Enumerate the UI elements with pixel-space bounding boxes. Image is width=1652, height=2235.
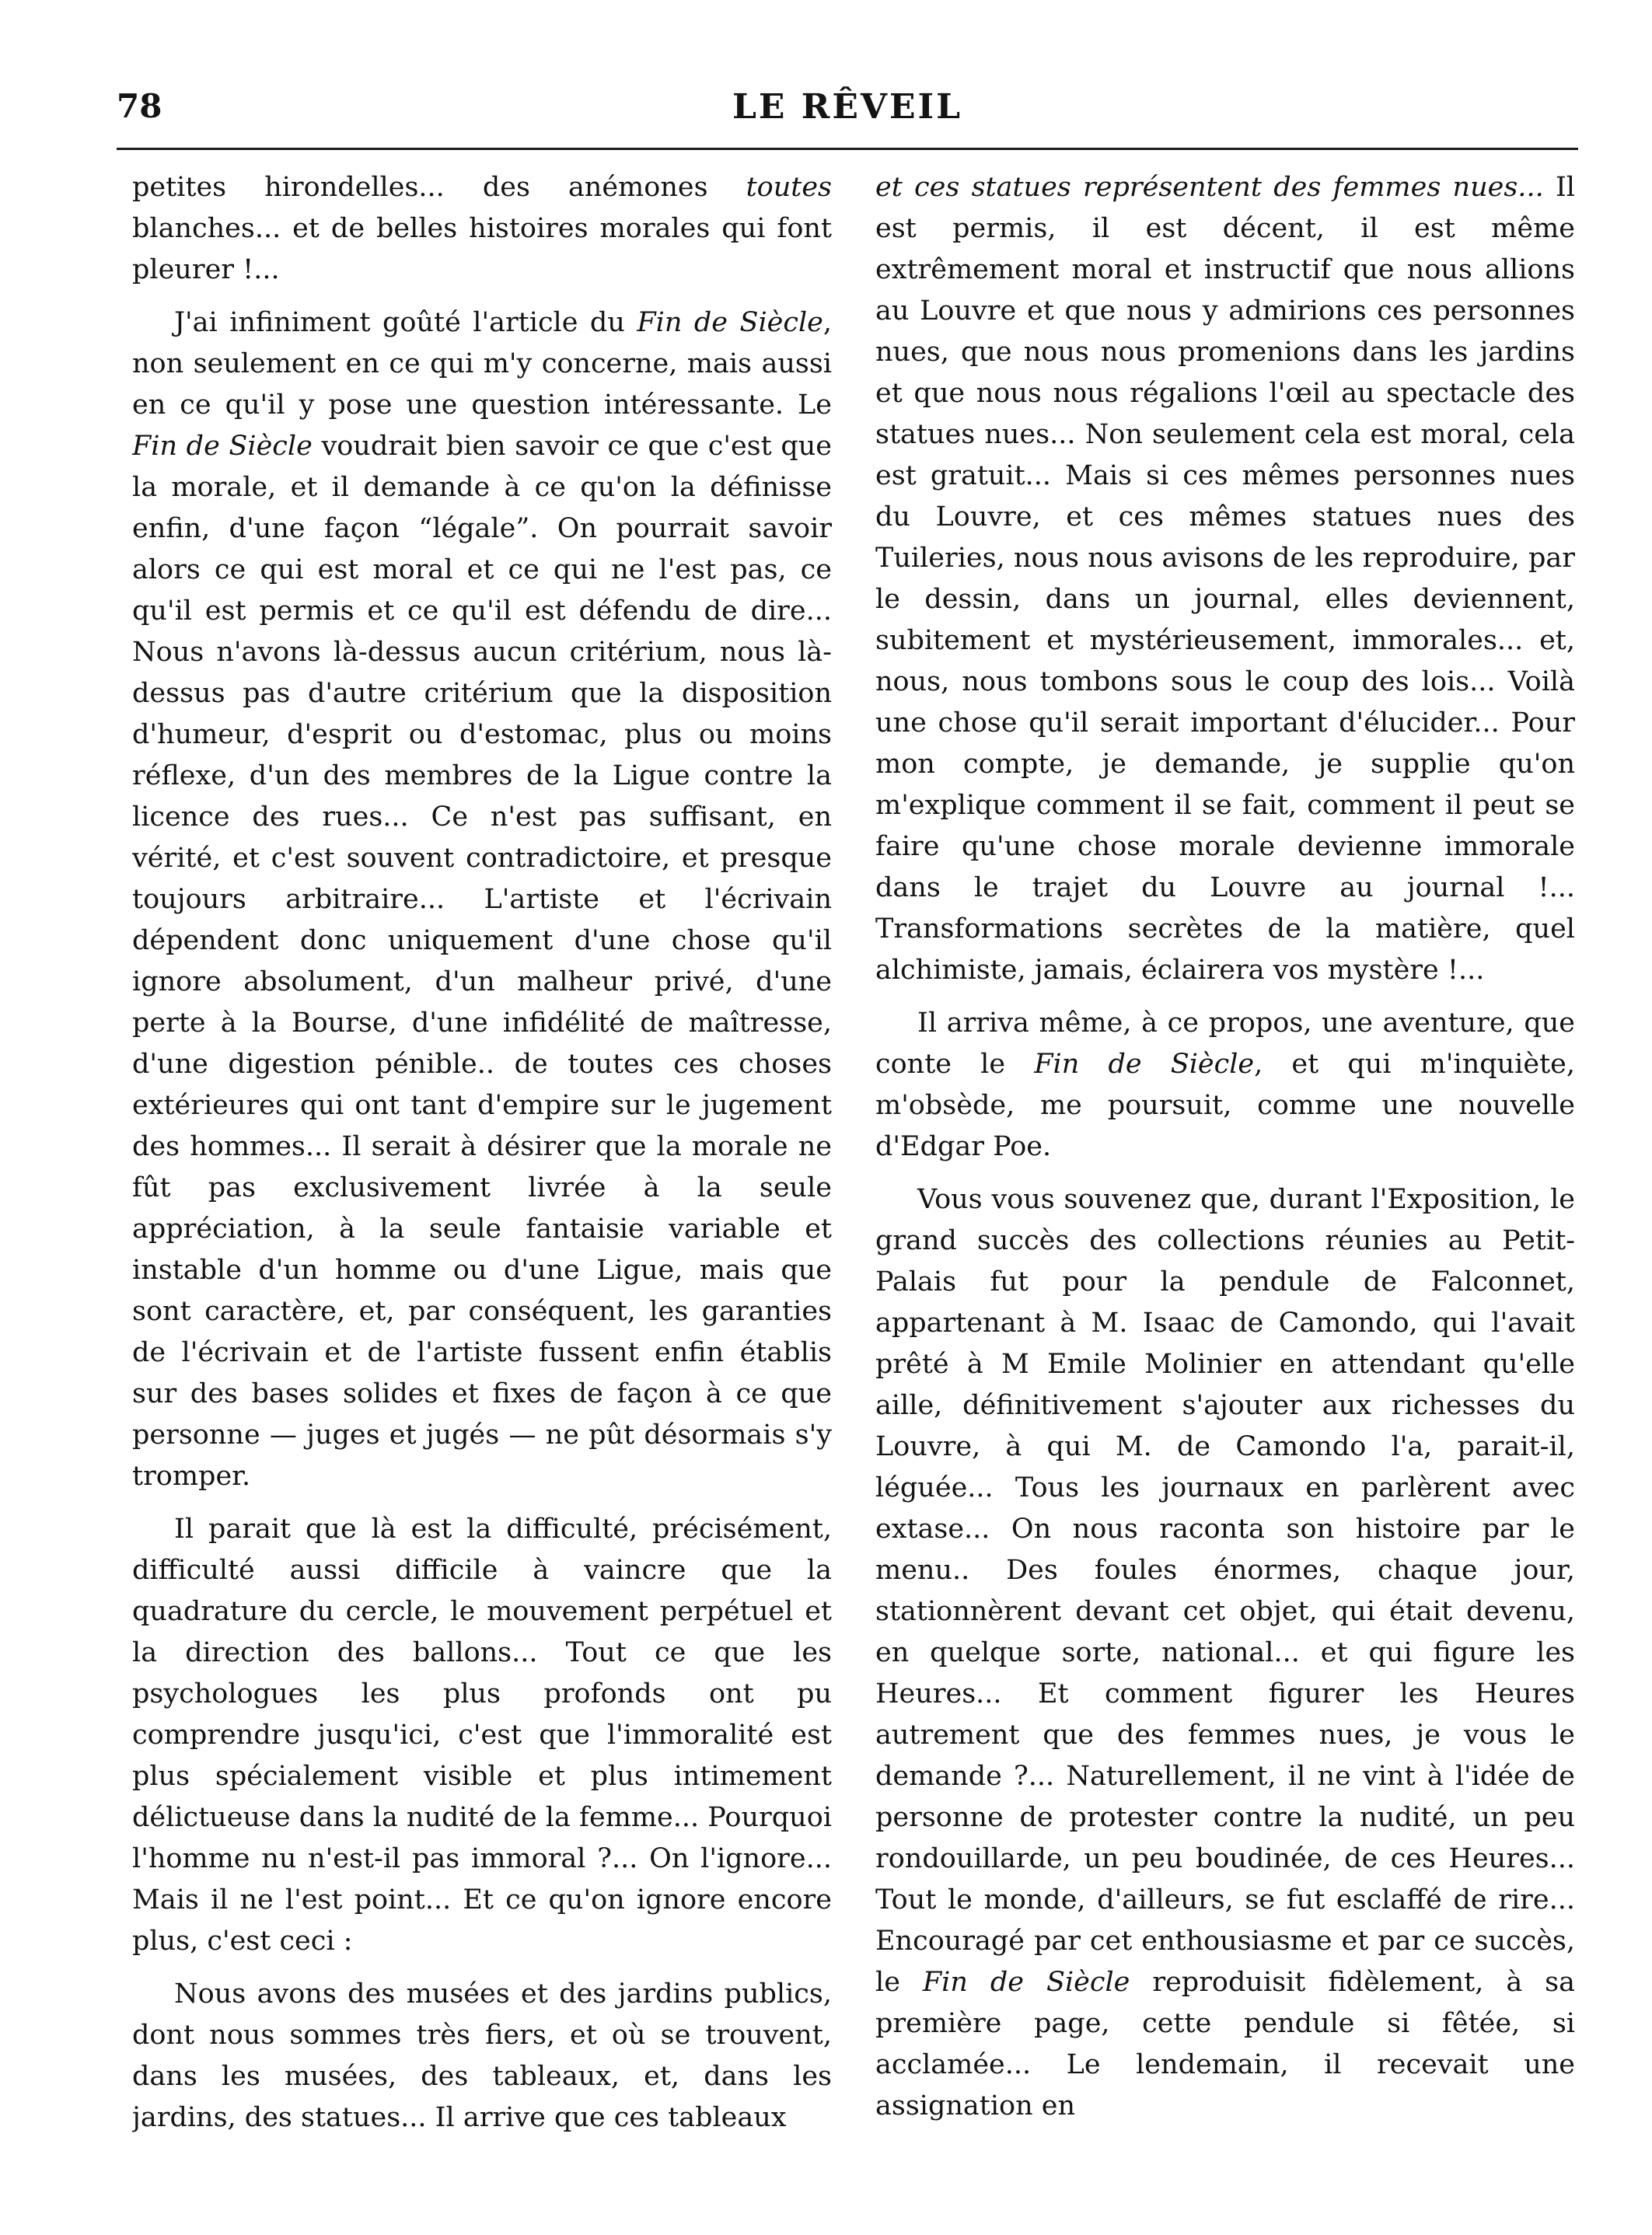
text-run: Il est permis, il est décent, il est même extrêmement moral et instructif que nous allions au Louvre et que nous y admirions ces personnes nues, que nous nous promenions dans les jardins et que nous nous régalions l'œil au spectacle des statues nues... Non seulement cela est moral, cela est gratuit... Mais si ces mêmes personnes nues du Louvre, et ces mêmes statues nues des Tuileries, nous nous avisons de les reproduire, par le dessin, dans un journal, elles deviennent, subitement et mystérieusement, immorales... et, nous, nous tombons sous le coup des lois... Voilà une chose qu'il serait important d'élucider... Pour mon compte, je demande, je supplie qu'on m'explique comment il se fait, comment il peut se faire qu'une chose morale devienne immorale dans le trajet du Louvre au journal !... Transformations secrètes de la matière, quel alchimiste, jamais, éclairera vos mystère !... <box>875 172 1575 986</box>
paragraph-7 <box>875 1179 1575 2127</box>
paragraph-6 <box>875 1003 1575 1168</box>
italic-run: toutes <box>746 172 832 203</box>
text-run: blanches... et de belles histoires morales qui font pleurer !... <box>132 213 832 285</box>
italic-run: et ces statues représentent des femmes nues... <box>875 172 1544 203</box>
text-run: voudrait bien savoir ce que c'est que la morale, et il demande à ce qu'on la définisse enfin, d'une façon “légale”. On pourrait savoir alors ce qui est moral et ce qui ne l'est pas, ce qu'il est permis et ce qu'il est défendu de dire... Nous n'avons là-dessus aucun critérium, nous là-dessus pas d'autre critérium que la disposition d'humeur, d'esprit ou d'estomac, plus ou moins réflexe, d'un des membres de la Ligue contre la licence des rues... Ce n'est pas suffisant, en vérité, et c'est souvent contradictoire, et presque toujours arbitraire... L'artiste et l'écrivain dépendent donc uniquement d'une chose qu'il ignore absolument, d'un malheur privé, d'une perte à la Bourse, d'une infidélité de maîtresse, d'une digestion pénible.. de toutes ces choses extérieures qui ont tant d'empire sur le jugement des hommes... Il serait à désirer que la morale ne fût pas exclusivement livrée à la seule appréciation, à la seule fantaisie variable et instable d'un homme ou d'une Ligue, mais que sont caractère, et, par conséquent, les garanties de l'écrivain et de l'artiste fussent enfin établis sur des bases solides et fixes de façon à ce que personne — juges et jugés — ne pût désormais s'y tromper. <box>132 431 832 1492</box>
text-run: reproduisit fidèlement, à sa première page, cette pendule si fêtée, si acclamée... Le lendemain, il recevait une assignation en <box>875 1967 1575 2122</box>
italic-run: Fin de Siècle <box>132 431 313 462</box>
paragraph-5 <box>875 167 1575 991</box>
left-column <box>132 167 832 2142</box>
text-run: , non seulement en ce qui m'y concerne, mais aussi en ce qu'il y pose une question intéressante. Le <box>132 307 832 421</box>
page-number: 78 <box>117 87 162 125</box>
text-run: Il arriva même, à ce propos, une aventure, que conte le <box>875 1007 1575 1080</box>
text-run: Vous vous souvenez que, durant l'Exposition, le grand succès des collections réunies au Petit-Palais fut pour la pendule de Falconnet, appartenant à M. Isaac de Camondo, qui l'avait prêté à M Emile Molinier en attendant qu'elle aille, définitivement s'ajouter aux richesses du Louvre, à qui M. de Camondo l'a, parait-il, léguée... Tous les journaux en parlèrent avec extase... On nous raconta son histoire par le menu.. Des foules énormes, chaque jour, stationnèrent devant cet objet, qui était devenu, en quelque sorte, national... et qui figure les Heures... Et comment figurer les Heures autrement que des femmes nues, je vous le demande ?... Naturellement, il ne vint à l'idée de personne de protester contre la nudité, un peu rondouillarde, un peu boudinée, de ces Heures... Tout le monde, d'ailleurs, se fut esclaffé de rire... Encouragé par cet enthousiasme et par ce succès, le <box>875 1184 1575 1998</box>
page-header <box>117 87 1578 141</box>
text-run: petites hirondelles... des anémones <box>132 172 746 203</box>
running-title: LE RÊVEIL <box>732 87 963 127</box>
paragraph-2 <box>132 302 832 1497</box>
text-run: J'ai infiniment goûté l'article du <box>174 307 637 338</box>
paragraph-1 <box>132 167 832 291</box>
right-column <box>875 167 1575 2142</box>
paragraph-4: Nous avons des musées et des jardins publics, dont nous sommes très fiers, et où se trouvent, dans les musées, des tableaux, et, dans les jardins, des statues... Il arrive que ces tableaux <box>132 1978 832 2133</box>
text-run: , et qui m'inquiète, m'obsède, me poursuit, comme une nouvelle d'Edgar Poe. <box>875 1049 1575 1162</box>
header-rule <box>117 148 1578 150</box>
italic-run: Fin de Siècle <box>1034 1049 1255 1080</box>
paragraph-3: Il parait que là est la difficulté, précisément, difficulté aussi difficile à vaincre que la quadrature du cercle, le mouvement perpétuel et la direction des ballons... Tout ce que les psychologues les plus profonds ont pu comprendre jusqu'ici, c'est que l'immoralité est plus spécialement visible et plus intimement délictueuse dans la nudité de la femme... Pourquoi l'homme nu n'est-il pas immoral ?... On l'ignore... Mais il ne l'est point... Et ce qu'on ignore encore plus, c'est ceci : <box>132 1514 832 1957</box>
italic-run: Fin de Siècle <box>637 307 823 338</box>
italic-run: Fin de Siècle <box>922 1967 1130 1998</box>
